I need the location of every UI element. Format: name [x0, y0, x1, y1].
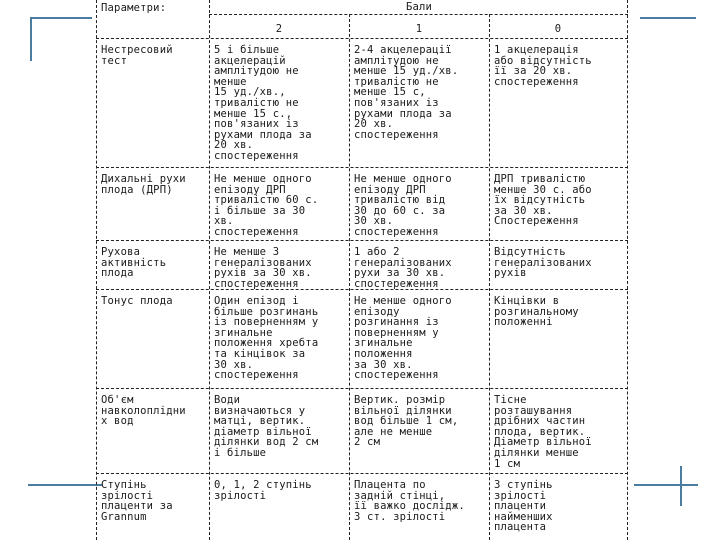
cell-breathing-score-0: ДРП тривалістю менше 30 с. або їх відсутність за 30 хв. Спостереження [494, 173, 592, 228]
table-rule-col1 [209, 0, 210, 540]
cell-tone-score-0: Кінцівки в розгинальному положенні [494, 295, 579, 329]
table-rule-right [627, 0, 628, 540]
table-rule-col2 [349, 14, 350, 540]
header-score-1: 1 [415, 23, 423, 35]
table-rule-h3 [96, 240, 628, 241]
table-rule-h6 [96, 473, 628, 474]
table-rule-col3 [489, 14, 490, 540]
param-motor-activity: Рухова активність плода [101, 246, 167, 280]
decor-line-bottom-right-horizontal [634, 484, 698, 486]
cell-fluid-score-0: Тісне розташування дрібних частин плода, вертик. Діаметр вільної ділянки менше 1 см [494, 394, 592, 470]
table-rule-h1 [96, 38, 628, 39]
table-rule-left [96, 0, 97, 540]
scoring-table [96, 0, 628, 540]
table-rule-h0 [209, 14, 628, 15]
cell-nonstress-score-1: 2-4 акцелерації амплітудою не менше 15 уд./хв. тривалістю не менше 15 с, пов'язаних із рухами плода за 20 хв. спостереження [354, 44, 459, 141]
cell-tone-score-2: Один епізод і більше розгинань із поверненням у згинальне положення хребта та кінцівок за 30 хв. спостереження [214, 295, 319, 382]
param-amniotic-fluid-volume: Об'єм навколоплідни х вод [101, 394, 186, 428]
cell-fluid-score-1: Вертик. розмір вільної ділянки вод більше 1 см, але не менше 2 см [354, 394, 459, 449]
cell-nonstress-score-2: 5 і більше акцелерацій амплітудою не менше 15 уд./хв., тривалістю не менше 15 с., пов'язаних із рухами плода за 20 хв. спостереження [214, 44, 312, 162]
table-rule-h5 [96, 388, 628, 389]
cell-tone-score-1: Не менше одного епізоду розгинання із поверненням у згинальне положення за 30 хв. спостереження [354, 295, 452, 382]
header-score-0: 0 [554, 23, 562, 35]
cell-placenta-score-2: 0, 1, 2 ступінь зрілості [214, 479, 312, 502]
header-score-2: 2 [275, 23, 283, 35]
decor-line-top-right-horizontal [640, 17, 696, 19]
cell-fluid-score-2: Води визначаються у матці, вертик. діаметр вільної ділянки вод 2 см і більше [214, 394, 319, 459]
param-nonstress-test: Нестресовий тест [101, 44, 173, 67]
cell-breathing-score-1: Не менше одного епізоду ДРП тривалістю від 30 до 60 с. за 30 хв. спостереження [354, 173, 452, 238]
header-points: Бали [405, 1, 433, 13]
decor-line-bottom-left-horizontal [28, 484, 102, 486]
cell-motor-score-1: 1 або 2 генералізованих рухи за 30 хв. спостереження [354, 246, 452, 290]
decor-line-top-left-vertical [30, 17, 32, 61]
cell-placenta-score-1: Плацента по задній стінці, її важко дослідж. 3 ст. зрілості [354, 479, 465, 523]
cell-placenta-score-0: 3 ступінь зрілості плаценти найменших плацента [494, 479, 553, 534]
decor-line-top-left-horizontal [30, 17, 92, 19]
param-placenta-maturity: Ступінь зрілості плаценти за Grannum [101, 479, 173, 523]
header-parameters: Параметри: [101, 2, 167, 14]
param-breathing-movements: Дихальні рухи плода (ДРП) [101, 173, 186, 196]
cell-breathing-score-2: Не менше одного епізоду ДРП тривалістю 60 с. і більше за 30 хв. спостереження [214, 173, 319, 238]
param-fetal-tone: Тонус плода [101, 295, 173, 307]
cell-motor-score-2: Не менше 3 генералізованих рухів за 30 хв. спостереження [214, 246, 312, 290]
cell-nonstress-score-0: 1 акцелерація або відсутність її за 20 хв. спостереження [494, 44, 592, 88]
cell-motor-score-0: Відсутність генералізованих рухів [494, 246, 592, 280]
decor-line-bottom-right-vertical [680, 466, 682, 506]
table-rule-h2 [96, 167, 628, 168]
